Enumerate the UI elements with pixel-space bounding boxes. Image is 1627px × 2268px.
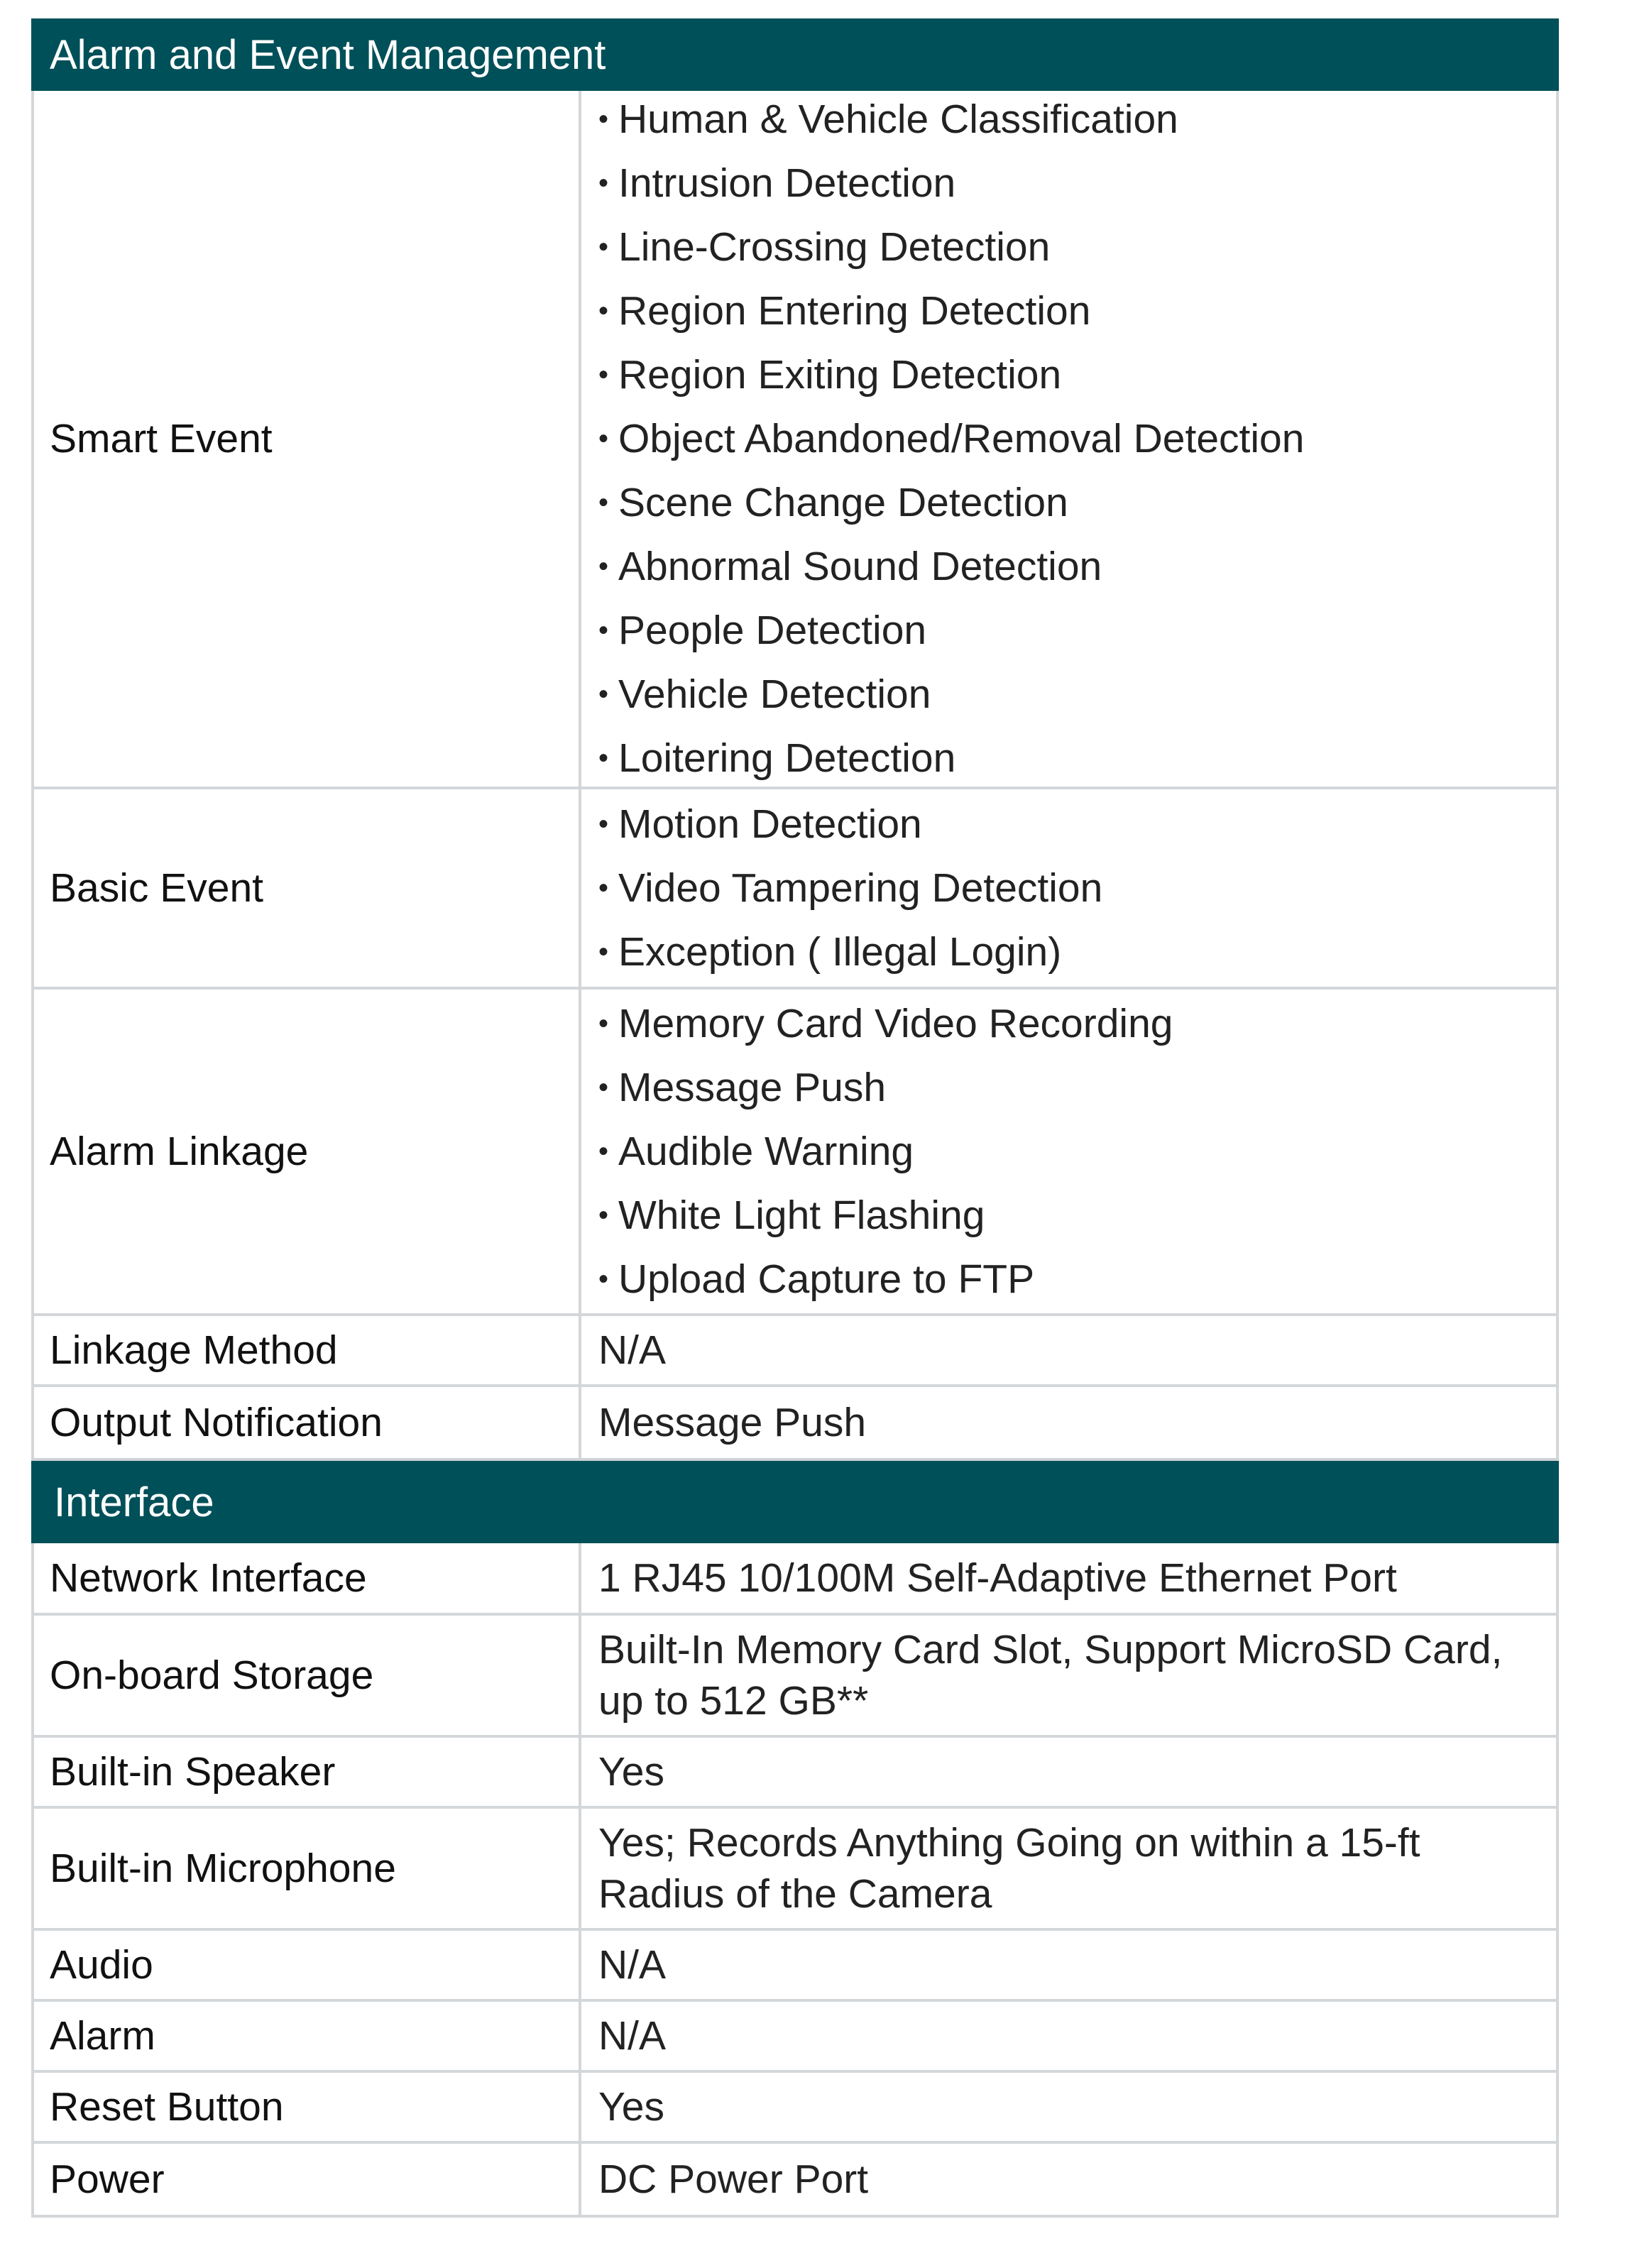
row-output-notification: [34, 1387, 1556, 1458]
value-line: up to 512 GB**: [598, 1678, 869, 1724]
row-value: [581, 990, 1556, 1313]
row-basic-event: [34, 789, 1556, 990]
row-label: Built-in Microphone: [34, 1809, 581, 1928]
list-item: • Human & Vehicle Classification: [598, 97, 1178, 142]
interface-rows: [31, 1543, 1559, 2218]
list-item: • Region Entering Detection: [598, 288, 1091, 334]
row-value: [581, 1809, 1556, 1928]
row-value: [581, 91, 1556, 787]
row-smart-event: [34, 91, 1556, 789]
list-item: • Message Push: [598, 1065, 887, 1110]
list-item: • Abnormal Sound Detection: [598, 544, 1102, 589]
row-onboard-storage: [34, 1616, 1556, 1738]
row-network-interface: [34, 1543, 1556, 1616]
row-linkage-method: [34, 1316, 1556, 1387]
row-value: Message Push: [598, 1400, 867, 1445]
row-value: [581, 1616, 1556, 1735]
row-label: Basic Event: [34, 789, 581, 987]
section-header-alarm: Alarm and Event Management: [31, 18, 1559, 91]
value-line: Radius of the Camera: [598, 1871, 992, 1917]
row-alarm: [34, 2002, 1556, 2073]
row-value: N/A: [598, 2013, 667, 2059]
row-value: 1 RJ45 10/100M Self-Adaptive Ethernet Port: [598, 1555, 1397, 1601]
row-label: Alarm Linkage: [34, 990, 581, 1313]
value-line: Yes; Records Anything Going on within a 15-ft: [598, 1820, 1420, 1866]
list-item: • Object Abandoned/Removal Detection: [598, 416, 1305, 461]
list-item: • Upload Capture to FTP: [598, 1256, 1035, 1302]
row-audio: [34, 1931, 1556, 2002]
spec-table: [31, 18, 1559, 2218]
row-label: On-board Storage: [34, 1616, 581, 1735]
list-item: • White Light Flashing: [598, 1193, 985, 1238]
row-label: Alarm: [34, 2002, 581, 2070]
list-item: • People Detection: [598, 608, 927, 653]
list-item: • Region Exiting Detection: [598, 352, 1062, 398]
list-item: • Loitering Detection: [598, 735, 956, 781]
row-built-in-speaker: [34, 1738, 1556, 1809]
row-label: Linkage Method: [34, 1316, 581, 1384]
row-value: N/A: [598, 1942, 667, 1988]
row-reset-button: [34, 2073, 1556, 2144]
section-header-interface: Interface: [31, 1458, 1559, 1543]
row-built-in-microphone: [34, 1809, 1556, 1931]
row-label: Smart Event: [34, 91, 581, 787]
row-value: DC Power Port: [598, 2157, 869, 2202]
list-item: • Vehicle Detection: [598, 672, 931, 717]
row-label: Network Interface: [34, 1543, 581, 1613]
row-value: N/A: [598, 1327, 667, 1373]
row-value: [581, 789, 1556, 987]
list-item: • Motion Detection: [598, 801, 922, 847]
row-label: Output Notification: [34, 1387, 581, 1458]
row-label: Reset Button: [34, 2073, 581, 2141]
row-power: [34, 2144, 1556, 2218]
row-alarm-linkage: [34, 990, 1556, 1316]
row-label: Power: [34, 2144, 581, 2215]
list-item: • Intrusion Detection: [598, 160, 956, 206]
list-item: • Memory Card Video Recording: [598, 1001, 1173, 1046]
row-value: Yes: [598, 1749, 664, 1795]
list-item: • Line-Crossing Detection: [598, 224, 1051, 270]
list-item: • Audible Warning: [598, 1129, 914, 1174]
value-line: Built-In Memory Card Slot, Support MicroSD Card,: [598, 1627, 1503, 1672]
row-label: Built-in Speaker: [34, 1738, 581, 1806]
list-item: • Video Tampering Detection: [598, 865, 1103, 911]
row-label: Audio: [34, 1931, 581, 1999]
row-value: Yes: [598, 2084, 664, 2130]
list-item: • Scene Change Detection: [598, 480, 1068, 525]
alarm-rows: [31, 91, 1559, 1458]
list-item: • Exception ( Illegal Login): [598, 929, 1062, 975]
